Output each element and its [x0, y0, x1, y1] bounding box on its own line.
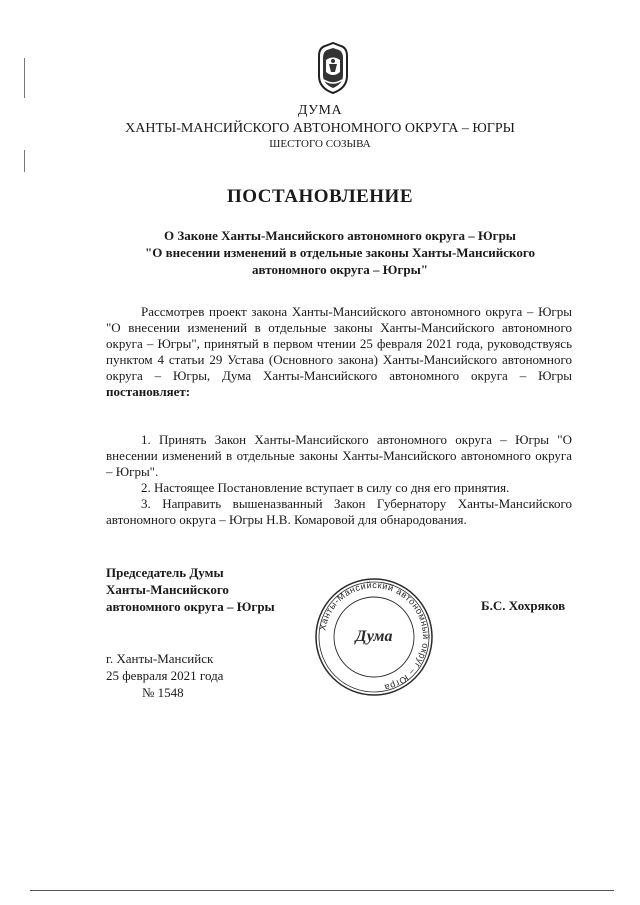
- scan-margin-mark: [24, 150, 25, 172]
- resolution-item-3: 3. Направить вышеназванный Закон Губернатору Ханты-Мансийского автономного округа – Югры Н.В. Комаровой для обнародования.: [106, 496, 572, 527]
- svg-text:Дума: Дума: [355, 628, 393, 645]
- subject-line-3: автономного округа – Югры": [252, 262, 428, 277]
- date: 25 февраля 2021 года: [106, 668, 224, 683]
- document-type-title: ПОСТАНОВЛЕНИЕ: [226, 186, 414, 207]
- signatory-title-line-2: Ханты-Мансийского: [106, 582, 229, 597]
- signatory-title-line-1: Председатель Думы: [106, 565, 224, 580]
- subject-line-1: О Законе Ханты-Мансийского автономного округа – Югры: [164, 228, 516, 243]
- document-number: № 1548: [142, 685, 184, 700]
- resolves-word: постановляет:: [106, 384, 191, 399]
- signatory-name: Б.С. Хохряков: [481, 598, 566, 613]
- organization-name: ДУМА: [297, 103, 343, 118]
- city: г. Ханты-Мансийск: [106, 651, 214, 666]
- intro-paragraph: [106, 304, 572, 400]
- page-bottom-rule: [30, 890, 614, 891]
- convocation: ШЕСТОГО СОЗЫВА: [269, 138, 371, 150]
- svg-text:Ханты-Мансийский автономный ок: Ханты-Мансийский автономный округ – Югра: [317, 579, 432, 693]
- signatory-title-line-3: автономного округа – Югры: [106, 599, 275, 614]
- signatory-title: [106, 564, 306, 615]
- official-seal-stamp: [312, 575, 436, 699]
- subject-line-2: "О внесении изменений в отдельные законы Ханты-Мансийского: [145, 245, 535, 260]
- resolution-item-2: 2. Настоящее Постановление вступает в силу со дня его принятия.: [141, 480, 510, 495]
- coat-of-arms-emblem-icon: [313, 42, 353, 94]
- scan-margin-mark: [24, 58, 25, 98]
- place-and-date-block: [106, 650, 223, 701]
- document-subject: [120, 227, 560, 278]
- region-name: ХАНТЫ-МАНСИЙСКОГО АВТОНОМНОГО ОКРУГА – ЮГРЫ: [125, 121, 515, 136]
- resolution-item-1: 1. Принять Закон Ханты-Мансийского автономного округа – Югры "О внесении изменений в отдельные законы Ханты-Мансийского автономного округа – Югры".: [106, 432, 572, 479]
- intro-text: Рассмотрев проект закона Ханты-Мансийского автономного округа – Югры "О внесении изменений в отдельные законы Ханты-Мансийского автономного округа – Югры", принятый в первом чтении 25 февраля 2021 года, руководствуясь пунктом 4 статьи 29 Устава (Основного закона) Ханты-Мансийского автономного округа – Югры, Дума Ханты-Мансийского автономного округа – Югры: [106, 304, 572, 383]
